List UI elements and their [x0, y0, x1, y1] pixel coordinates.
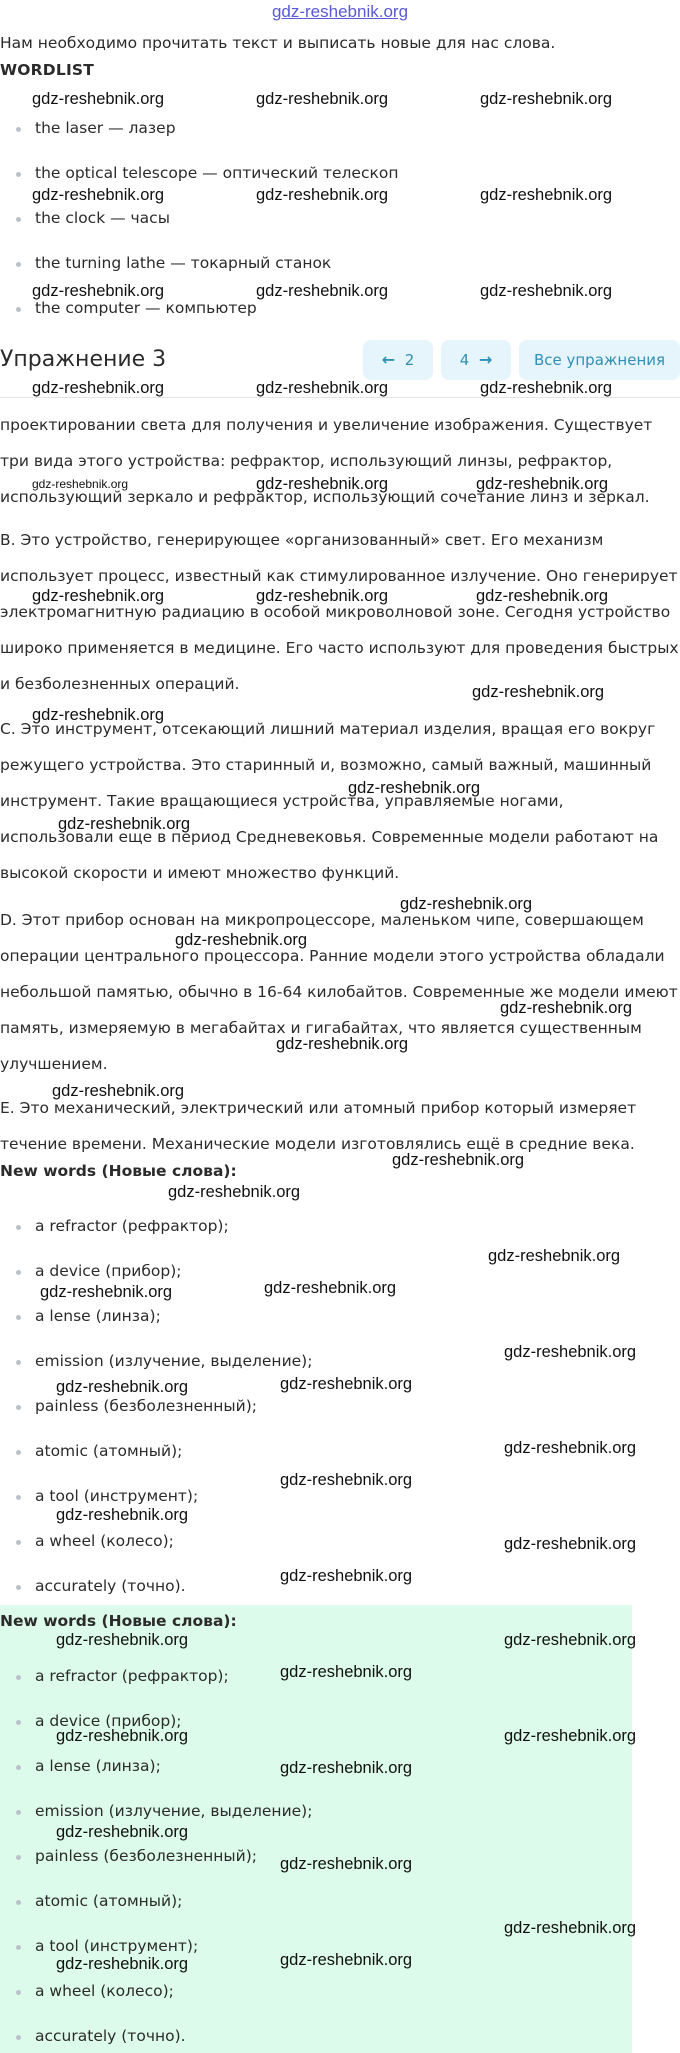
watermark: gdz-reshebnik.org — [56, 1631, 189, 1649]
new-word-item: accurately (точно). — [0, 2025, 186, 2047]
wordlist-item: the turning lathe — токарный станок — [0, 252, 331, 274]
watermark: gdz-reshebnik.org — [472, 683, 605, 701]
new-word-item: a wheel (колесо); — [0, 1980, 174, 2002]
watermark: gdz-reshebnik.org — [400, 895, 533, 913]
paragraph: D. Этот прибор основан на микропроцессоре, маленьком чипе, совершающем операции центрального процессора. Ранние модели этого устройства обладали небольшой памятью, обычно в 16-64 килобайтов. Современные же модели имеют память, измеряемую в мегабайтах и гигабайтах, что является существенным улучшением. — [0, 911, 678, 1073]
new-word-item: emission (излучение, выделение); — [0, 1350, 312, 1372]
watermark: gdz-reshebnik.org — [256, 282, 389, 300]
new-words-heading: New words (Новые слова): — [0, 1162, 237, 1180]
wordlist-item: the clock — часы — [0, 207, 170, 229]
wordlist-item: the laser — лазер — [0, 117, 176, 139]
watermark: gdz-reshebnik.org — [264, 1279, 397, 1297]
new-word-item: a lense (линза); — [0, 1755, 161, 1777]
new-word-item: emission (излучение, выделение); — [0, 1800, 312, 1822]
watermark: gdz-reshebnik.org — [32, 379, 165, 397]
watermark: gdz-reshebnik.org — [32, 282, 165, 300]
watermark: gdz-reshebnik.org — [504, 1631, 637, 1649]
paragraph: C. Это инструмент, отсекающий лишний материал изделия, вращая его вокруг режущего устройства. Это старинный и, возможно, самый важный, машинный инструмент. Такие вращающиеся устройства, управляемые ногами, использовали еще в период Средневековья. Современные модели работают на высокой скорости и имеют множество функций. — [0, 720, 659, 882]
watermark: gdz-reshebnik.org — [488, 1247, 621, 1265]
new-words-heading: New words (Новые слова): — [0, 1612, 237, 1630]
watermark: gdz-reshebnik.org — [280, 1759, 413, 1777]
watermark: gdz-reshebnik.org — [480, 282, 613, 300]
watermark: gdz-reshebnik.org — [280, 1663, 413, 1681]
watermark: gdz-reshebnik.org — [32, 587, 165, 605]
next-exercise-label: 4 — [459, 351, 470, 369]
new-word-item: accurately (точно). — [0, 1575, 186, 1597]
watermark: gdz-reshebnik.org — [56, 1506, 189, 1524]
watermark: gdz-reshebnik.org — [256, 475, 389, 493]
arrow-right-icon: → — [478, 350, 493, 369]
new-word-item: a refractor (рефрактор); — [0, 1665, 229, 1687]
watermark: gdz-reshebnik.org — [280, 1855, 413, 1873]
new-word-item: atomic (атомный); — [0, 1440, 182, 1462]
watermark: gdz-reshebnik.org — [56, 1378, 189, 1396]
all-exercises-button[interactable]: Все упражнения — [519, 340, 680, 380]
watermark: gdz-reshebnik.org — [280, 1375, 413, 1393]
paragraph: E. Это механический, электрический или атомный прибор который измеряет течение времени. Механические модели изготовлялись ещё в средние века. — [0, 1099, 637, 1153]
watermark: gdz-reshebnik.org — [476, 587, 609, 605]
watermark: gdz-reshebnik.org — [504, 1919, 637, 1937]
watermark: gdz-reshebnik.org — [480, 186, 613, 204]
watermark: gdz-reshebnik.org — [476, 475, 609, 493]
watermark: gdz-reshebnik.org — [504, 1343, 637, 1361]
watermark: gdz-reshebnik.org — [280, 1951, 413, 1969]
watermark: gdz-reshebnik.org — [348, 779, 481, 797]
new-word-item: a lense (линза); — [0, 1305, 161, 1327]
watermark: gdz-reshebnik.org — [480, 90, 613, 108]
next-exercise-button[interactable] — [441, 340, 511, 380]
arrow-left-icon: ← — [381, 350, 396, 369]
watermark: gdz-reshebnik.org — [256, 587, 389, 605]
watermark: gdz-reshebnik.org — [168, 1183, 301, 1201]
watermark: gdz-reshebnik.org — [256, 90, 389, 108]
new-word-item: atomic (атомный); — [0, 1890, 182, 1912]
watermark: gdz-reshebnik.org — [392, 1151, 525, 1169]
watermark: gdz-reshebnik.org — [256, 379, 389, 397]
watermark: gdz-reshebnik.org — [504, 1439, 637, 1457]
wordlist-item: the optical telescope — оптический телескоп — [0, 162, 398, 184]
new-word-item: a device (прибор); — [0, 1710, 182, 1732]
watermark: gdz-reshebnik.org — [504, 1727, 637, 1745]
new-word-item: a wheel (колесо); — [0, 1530, 174, 1552]
watermark: gdz-reshebnik.org — [280, 1471, 413, 1489]
paragraph: B. Это устройство, генерирующее «организованный» свет. Его механизм использует процесс, известный как стимулированное излучение. Оно генерирует электромагнитную радиацию в особой микроволновой зоне. Сегодня устройство широко применяется в медицине. Его часто используют для проведения быстрых и безболезненных операций. — [0, 531, 679, 693]
intro-text: Нам необходимо прочитать текст и выписать новые для нас слова. — [0, 34, 556, 52]
watermark: gdz-reshebnik.org — [480, 379, 613, 397]
exercise-title: Упражнение 3 — [0, 347, 167, 372]
new-word-item: a device (прибор); — [0, 1260, 182, 1282]
watermark: gdz-reshebnik.org — [504, 1535, 637, 1553]
watermark: gdz-reshebnik.org — [32, 90, 165, 108]
watermark: gdz-reshebnik.org — [32, 706, 165, 724]
watermark: gdz-reshebnik.org — [58, 815, 191, 833]
new-word-item: painless (безболезненный); — [0, 1845, 257, 1867]
prev-exercise-button[interactable] — [363, 340, 433, 380]
watermark: gdz-reshebnik.org — [40, 1283, 173, 1301]
watermark: gdz-reshebnik.org — [56, 1955, 189, 1973]
watermark: gdz-reshebnik.org — [276, 1035, 409, 1053]
new-word-item: a refractor (рефрактор); — [0, 1215, 229, 1237]
watermark: gdz-reshebnik.org — [500, 999, 633, 1017]
watermark: gdz-reshebnik.org — [56, 1727, 189, 1745]
watermark: gdz-reshebnik.org — [32, 477, 129, 491]
wordlist-item: the computer — компьютер — [0, 297, 257, 319]
new-word-item: a tool (инструмент); — [0, 1485, 198, 1507]
watermark: gdz-reshebnik.org — [52, 1082, 185, 1100]
watermark: gdz-reshebnik.org — [256, 186, 389, 204]
paragraph: проектировании света для получения и увеличение изображения. Существует три вида этого устройства: рефрактор, использующий линзы, рефрактор, использующий зеркало и рефрактор, использующий сочетание линз и зеркал. — [0, 416, 653, 506]
site-title[interactable]: gdz-reshebnik.org — [271, 2, 409, 21]
watermark: gdz-reshebnik.org — [280, 1567, 413, 1585]
watermark: gdz-reshebnik.org — [32, 186, 165, 204]
watermark: gdz-reshebnik.org — [175, 931, 308, 949]
new-word-item: painless (безболезненный); — [0, 1395, 257, 1417]
watermark: gdz-reshebnik.org — [56, 1823, 189, 1841]
new-word-item: a tool (инструмент); — [0, 1935, 198, 1957]
prev-exercise-label: 2 — [404, 351, 415, 369]
wordlist-heading: WORDLIST — [0, 61, 95, 79]
